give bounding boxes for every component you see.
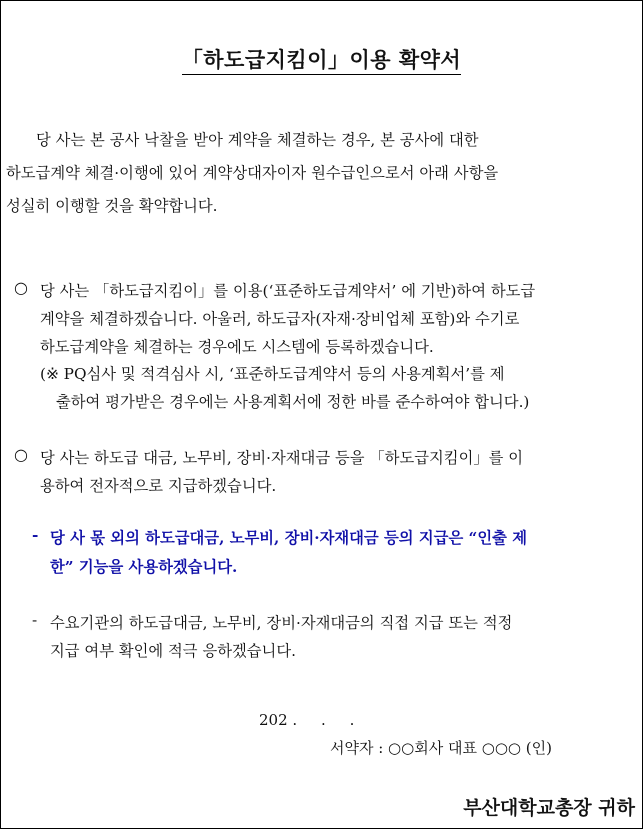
signer-line: 서약자 : ○○회사 대표 ○○○ (인) xyxy=(330,739,552,757)
item1-note-line-1: (※ PQ심사 및 적격심사 시, ‘표준하도급계약서 등의 사용계획서’를 제 xyxy=(40,365,505,383)
item1-note-line-2: 출하여 평가받은 경우에는 사용계획서에 정한 바를 준수하여야 합니다.) xyxy=(56,393,530,411)
intro-line-3: 성실히 이행할 것을 확약합니다. xyxy=(6,197,218,215)
intro-line-2: 하도급계약 체결·이행에 있어 계약상대자이자 원수급인으로서 아래 사항을 xyxy=(6,164,499,182)
sub2-line-1: 수요기관의 하도급대금, 노무비, 장비·자재대금의 직접 지급 또는 적정 xyxy=(50,614,513,632)
addressee: 부산대학교총장 귀하 xyxy=(463,797,635,819)
sub1-line-2: 한” 기능을 사용하겠습니다. xyxy=(50,558,238,576)
item2-line-2: 용하여 전자적으로 지급하겠습니다. xyxy=(40,477,277,495)
date-line: 202 . . . xyxy=(259,711,355,729)
sub2-dash: - xyxy=(32,611,38,629)
intro-line-1: 당 사는 본 공사 낙찰을 받아 계약을 체결하는 경우, 본 공사에 대한 xyxy=(36,131,479,149)
document-title: 「하도급지킴이」이용 확약서 xyxy=(0,44,643,74)
sub1-dash: - xyxy=(32,526,39,544)
item1-line-2: 계약을 체결하겠습니다. 아울러, 하도급자(자재·장비업체 포함)와 수기로 xyxy=(40,310,520,328)
item1-line-3: 하도급계약을 체결하는 경우에도 시스템에 등록하겠습니다. xyxy=(40,338,434,356)
sub2-line-2: 지급 여부 확인에 적극 응하겠습니다. xyxy=(50,642,296,660)
item1-bullet: ○ xyxy=(14,278,28,297)
item2-bullet: ○ xyxy=(14,445,28,464)
item2-line-1: 당 사는 하도급 대금, 노무비, 장비·자재대금 등을 「하도급지킴이」를 이 xyxy=(40,449,524,467)
item1-line-1: 당 사는 「하도급지킴이」를 이용(‘표준하도급계약서’ 에 기반)하여 하도급 xyxy=(40,282,536,300)
sub1-line-1: 당 사 몫 외의 하도급대금, 노무비, 장비·자재대금 등의 지급은 “인출 제 xyxy=(50,529,528,547)
